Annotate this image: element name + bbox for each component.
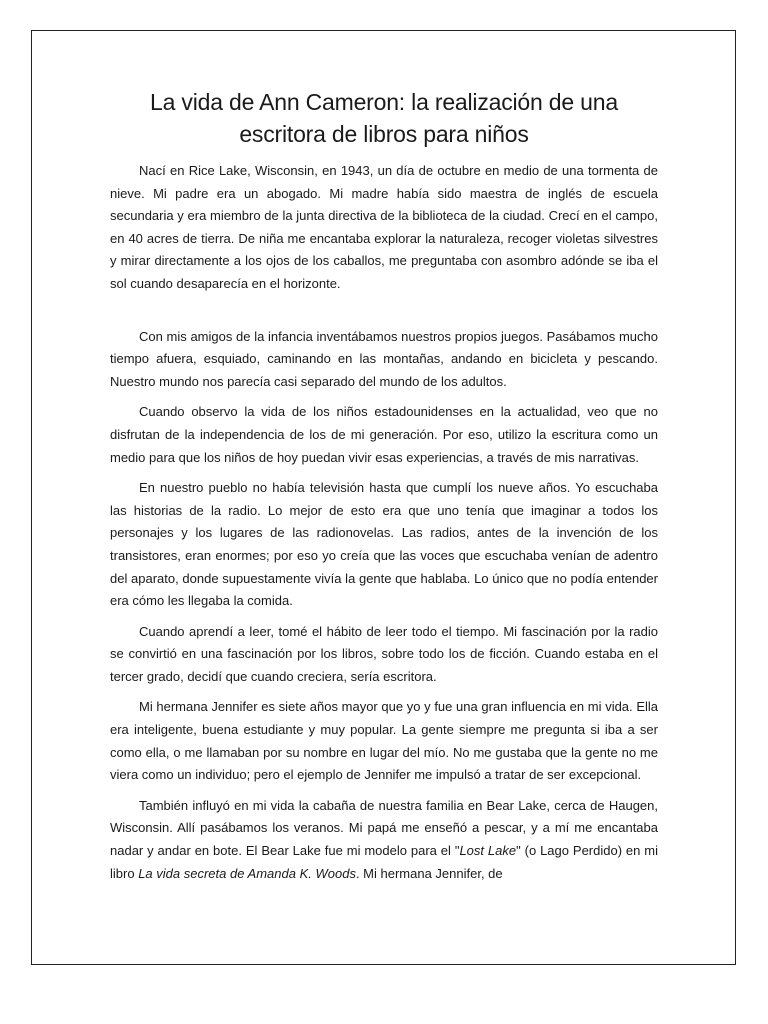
document-title: La vida de Ann Cameron: la realización de una escritora de libros para niños bbox=[150, 89, 618, 147]
paragraph-modern-children: Cuando observo la vida de los niños estadounidenses en la actualidad, veo que no disfrutan de la independencia de los de mi generación. Por eso, utilizo la escritura como un medio para que los niños de hoy puedan vivir esas experiencias, a través de mis narrativas. bbox=[110, 404, 658, 465]
paragraph-birth: Nací en Rice Lake, Wisconsin, en 1943, un día de octubre en medio de una tormenta de nieve. Mi padre era un abogado. Mi madre había sido maestra de inglés de escuela secundaria y era miembro de la junta directiva de la biblioteca de la ciudad. Crecí en el campo, en 40 acres de tierra. De niña me encantaba explorar la naturaleza, recoger violetas silvestres y mirar directamente a los ojos de los caballos, me preguntaba con asombro adónde se iba el sol cuando desaparecía en el horizonte. bbox=[110, 163, 658, 291]
paragraph-reading: Cuando aprendí a leer, tomé el hábito de leer todo el tiempo. Mi fascinación por la radio se convirtió en una fascinación por los libros, sobre todo los de ficción. Cuando estaba en el tercer grado, decidí que cuando creciera, sería escritora. bbox=[110, 623, 658, 684]
text-segment: . Mi hermana Jennifer, de bbox=[355, 865, 503, 881]
paragraph-sister-jennifer: Mi hermana Jennifer es siete años mayor que yo y fue una gran influencia en mi vida. Ella era inteligente, buena estudiante y muy popular. La gente siempre me pregunta si iba a ser como ella, o me llamaban por su nombre en lugar del mío. No me gustaba que la gente no me viera como un individuo; pero el ejemplo de Jennifer me impulsó a tratar de ser excepcional. bbox=[110, 699, 658, 783]
book-title-amanda-woods: La vida secreta de Amanda K. Woods bbox=[138, 865, 356, 881]
text-segment: También influyó en mi vida la cabaña de nuestra familia en Bear Lake, cerca de Haugen, Wisconsin. Allí pasábamos los veranos. Mi papá me enseñó a pescar, y a mí me encantaba nadar y andar en bote. El Bear Lake fue mi modelo para el " bbox=[110, 797, 658, 859]
paragraph-bear-lake bbox=[110, 795, 658, 885]
book-title-lost-lake: Lost Lake bbox=[459, 843, 517, 859]
text-segment: " (o Lago Perdido) en mi libro bbox=[110, 843, 659, 881]
document-body bbox=[110, 86, 658, 893]
paragraph-childhood-friends: Con mis amigos de la infancia inventábamos nuestros propios juegos. Pasábamos mucho tiempo afuera, esquiado, caminando en las montañas, andando en bicicleta y pescando. Nuestro mundo nos parecía casi separado del mundo de los adultos. bbox=[110, 328, 658, 389]
paragraph-radio: En nuestro pueblo no había televisión hasta que cumplí los nueve años. Yo escuchaba las historias de la radio. Lo mejor de esto era que uno tenía que imaginar a todos los personajes y los lugares de las radionovelas. Las radios, antes de la invención de los transistores, eran enormes; por eso yo creía que las voces que escuchaba venían de adentro del aparato, donde supuestamente vivía la gente que hablaba. Lo único que no podía entender era cómo les llegaba la comida. bbox=[110, 480, 658, 609]
